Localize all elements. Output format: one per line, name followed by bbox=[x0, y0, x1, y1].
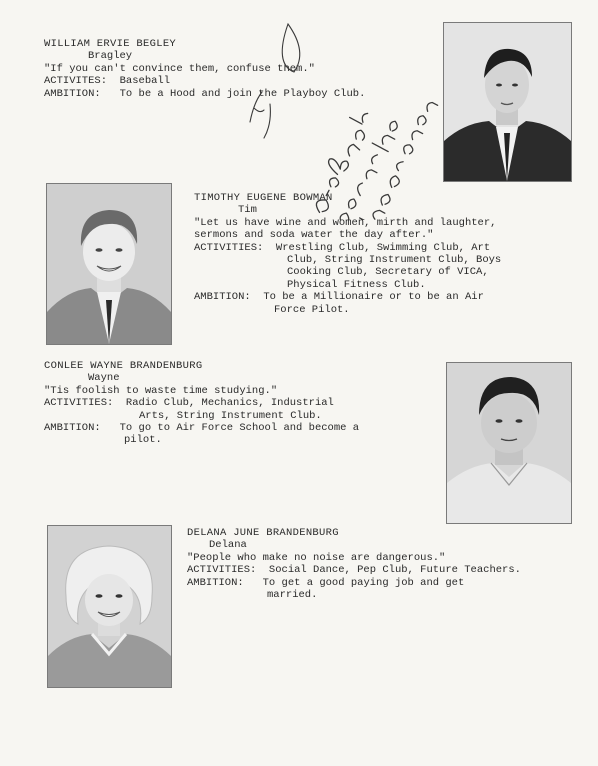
activities-text: Physical Fitness Club. bbox=[287, 278, 426, 291]
activities-text: Arts, String Instrument Club. bbox=[139, 409, 322, 422]
student-entry-bowman bbox=[194, 192, 501, 316]
student-name: DELANA JUNE BRANDENBURG bbox=[187, 527, 339, 539]
student-quote-line: sermons and soda water the day after." bbox=[194, 229, 434, 242]
portrait-photo-delana-brandenburg bbox=[47, 525, 172, 688]
ambition-label: AMBITION: bbox=[44, 422, 101, 435]
student-nickname: Tim bbox=[238, 204, 257, 217]
activities-row bbox=[44, 397, 359, 409]
activities-label: ACTIVITIES: bbox=[187, 564, 257, 577]
student-nickname: Bragley bbox=[88, 50, 133, 63]
student-nickname: Wayne bbox=[88, 372, 120, 385]
activities-row bbox=[44, 75, 365, 87]
activities-label: ACTIVITES: bbox=[44, 75, 108, 88]
ambition-text: pilot. bbox=[124, 434, 162, 447]
student-nickname: Delana bbox=[209, 539, 247, 552]
student-name: CONLEE WAYNE BRANDENBURG bbox=[44, 360, 203, 372]
ambition-row bbox=[187, 577, 521, 589]
ambition-text: To go to Air Force School and become a bbox=[119, 422, 360, 435]
activities-text: Wrestling Club, Swimming Club, Art bbox=[275, 241, 491, 254]
activities-row bbox=[187, 564, 521, 576]
ambition-text: To be a Millionaire or to be an Air bbox=[263, 291, 484, 304]
ambition-text: Force Pilot. bbox=[274, 303, 350, 316]
activities-text: Cooking Club, Secretary of VICA, bbox=[287, 266, 489, 279]
portrait-photo-conlee-brandenburg bbox=[446, 362, 572, 524]
student-name: TIMOTHY EUGENE BOWMAN bbox=[194, 192, 333, 204]
student-quote: "People who make no noise are dangerous." bbox=[187, 551, 446, 564]
student-name: WILLIAM ERVIE BEGLEY bbox=[44, 38, 177, 50]
activities-label: ACTIVITIES: bbox=[194, 241, 264, 254]
ambition-row bbox=[44, 422, 359, 434]
activities-text: Radio Club, Mechanics, Industrial bbox=[125, 397, 334, 410]
portrait-photo-begley bbox=[443, 22, 572, 182]
ambition-label: AMBITION: bbox=[194, 291, 251, 304]
activities-label: ACTIVITIES: bbox=[44, 397, 114, 410]
ambition-row bbox=[44, 88, 365, 100]
activities-text: Social Dance, Pep Club, Future Teachers. bbox=[268, 564, 521, 577]
ambition-text: married. bbox=[267, 589, 318, 602]
ambition-row bbox=[194, 291, 501, 303]
student-quote: "If you can't convince them, confuse them." bbox=[44, 62, 315, 75]
activities-text: Baseball bbox=[119, 75, 171, 88]
ambition-text: To be a Hood and join the Playboy Club. bbox=[119, 87, 366, 100]
ambition-label: AMBITION: bbox=[187, 576, 244, 589]
student-quote: "Tis foolish to waste time studying." bbox=[44, 384, 278, 397]
student-entry-begley bbox=[44, 38, 365, 100]
activities-text: Club, String Instrument Club, Boys bbox=[287, 254, 502, 267]
ambition-label: AMBITION: bbox=[44, 87, 101, 100]
student-quote-line: "Let us have wine and women, mirth and laughter, bbox=[194, 216, 497, 229]
student-entry-conlee-brandenburg bbox=[44, 360, 359, 447]
ambition-text: To get a good paying job and get bbox=[262, 576, 465, 589]
student-entry-delana-brandenburg bbox=[187, 527, 521, 601]
portrait-photo-bowman bbox=[46, 183, 172, 345]
activities-row bbox=[194, 242, 501, 254]
